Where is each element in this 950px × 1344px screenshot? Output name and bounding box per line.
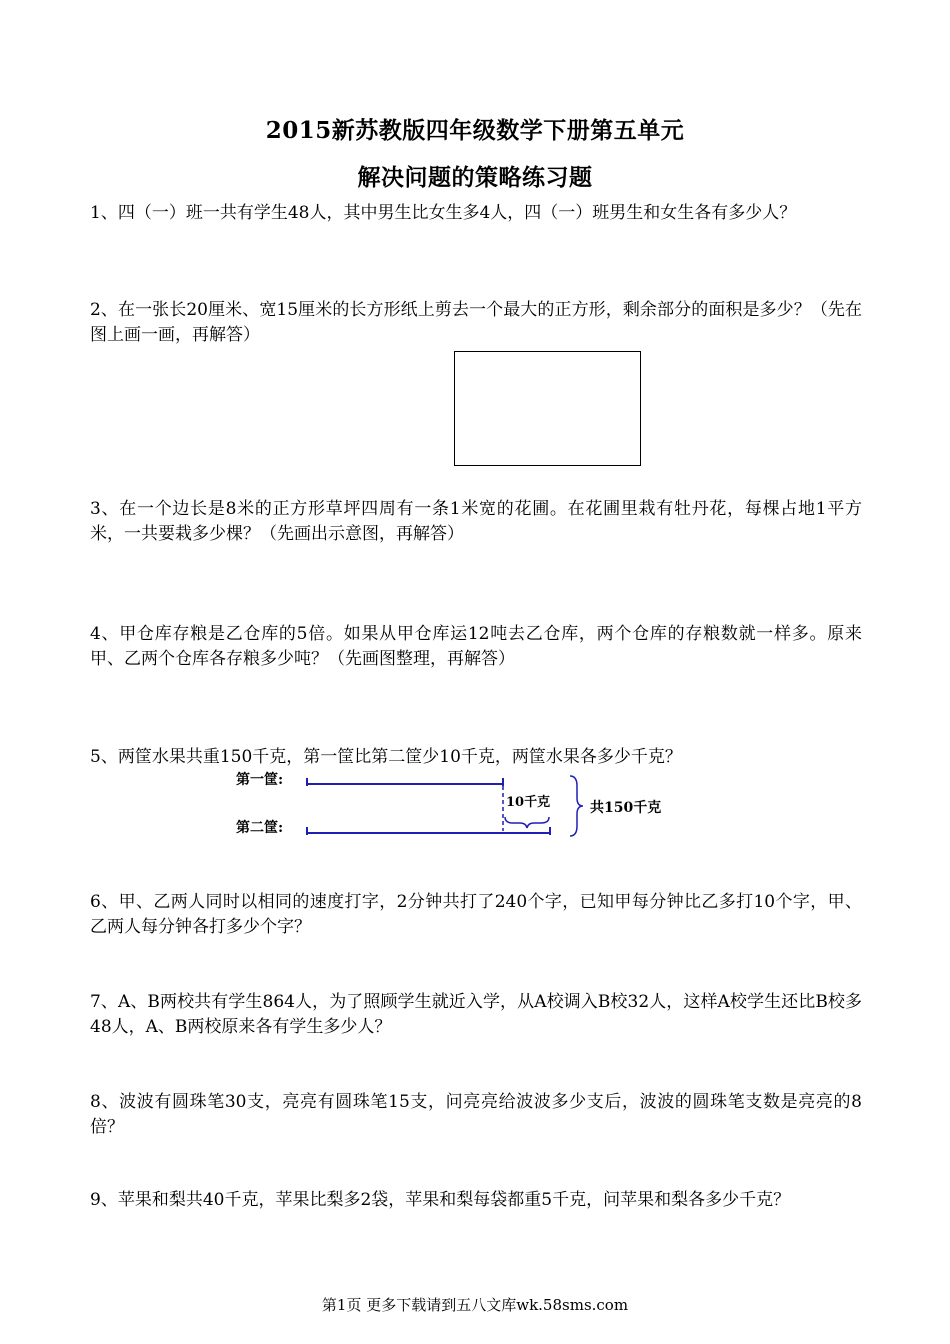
title-line-2: 解决问题的策略练习题 [357, 164, 593, 191]
label-second-basket: 第二筐: [236, 820, 284, 836]
rectangle-drawing-area [454, 351, 641, 466]
difference-brace [505, 817, 549, 828]
question-1: 1、四（一）班一共有学生48人，其中男生比女生多4人，四（一）班男生和女生各有多少人？ [90, 203, 797, 223]
question-3: 3、在一个边长是8米的正方形草坪四周有一条1米宽的花圃。在花圃里栽有牡丹花，每棵占地1平方米，一共要栽多少棵？（先画出示意图，再解答） [90, 499, 862, 544]
title-line-1: 2015新苏教版四年级数学下册第五单元 [265, 117, 685, 144]
question-7: 7、A、B两校共有学生864人，为了照顾学生就近入学，从A校调入B校32人，这样A校学生还比B校多48人，A、B两校原来各有学生多少人？ [90, 992, 862, 1037]
question-5: 5、两筐水果共重150千克，第一筐比第二筐少10千克，两筐水果各多少千克？ [90, 747, 682, 767]
question-8: 8、波波有圆珠笔30支，亮亮有圆珠笔15支，问亮亮给波波多少支后，波波的圆珠笔支数是亮亮的8倍？ [90, 1092, 862, 1137]
label-difference: 10千克 [506, 795, 551, 810]
question-4: 4、甲仓库存粮是乙仓库的5倍。如果从甲仓库运12吨去乙仓库，两个仓库的存粮数就一样多。原来甲、乙两个仓库各存粮多少吨？（先画图整理，再解答） [90, 624, 862, 669]
page-footer: 第1页 更多下载请到五八文库wk.58sms.com [321, 1296, 629, 1314]
question-6: 6、甲、乙两人同时以相同的速度打字，2分钟共打了240个字，已知甲每分钟比乙多打10个字，甲、乙两人每分钟各打多少个字？ [90, 892, 862, 937]
question-9: 9、苹果和梨共40千克，苹果比梨多2袋，苹果和梨每袋都重5千克，问苹果和梨各多少千克？ [90, 1190, 791, 1210]
label-total: 共150千克 [590, 800, 662, 816]
total-brace [570, 776, 583, 836]
label-first-basket: 第一筐: [236, 772, 284, 788]
line-segment-diagram [230, 768, 690, 844]
question-2: 2、在一张长20厘米、宽15厘米的长方形纸上剪去一个最大的正方形，剩余部分的面积是多少？（先在图上画一画，再解答） [90, 300, 862, 345]
